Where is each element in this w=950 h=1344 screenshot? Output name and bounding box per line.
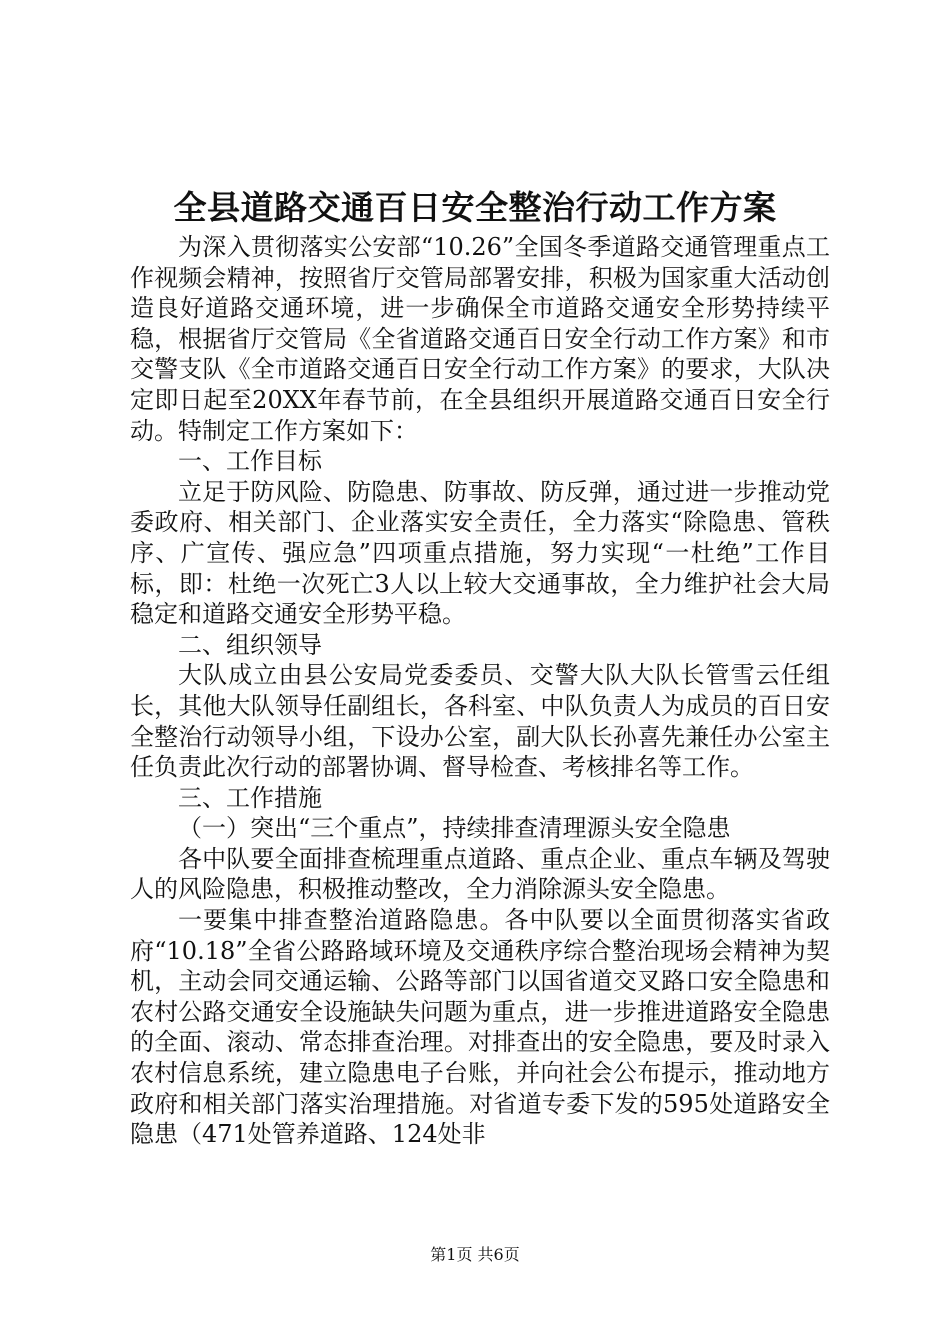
intro-paragraph: 为深入贯彻落实公安部“10.26”全国冬季道路交通管理重点工作视频会精神，按照省厅交管局部署安排，积极为国家重大活动创造良好道路交通环境，进一步确保全市道路交通安全形势持续平稳，根据省厅交管局《全省道路交通百日安全行动工作方案》和市交警支队《全市道路交通百日安全行动工作方案》的要求，大队决定即日起至20XX年春节前，在全县组织开展道路交通百日安全行动。特制定工作方案如下： (130, 233, 830, 445)
section-heading-goals: 一、工作目标 (178, 447, 322, 476)
subsection-heading-1: （一）突出“三个重点”，持续排查清理源头安全隐患 (178, 814, 731, 843)
road-hazard-paragraph: 一要集中排查整治道路隐患。各中队要以全面贯彻落实省政府“10.18”全省公路路域环境及交通秩序综合整治现场会精神为契机，主动会同交通运输、公路等部门以国省道交叉路口安全隐患和农村公路交通安全设施缺失问题为重点，进一步推进道路安全隐患的全面、滚动、常态排查治理。对排查出的安全隐患，要及时录入农村信息系统，建立隐患电子台账，并向社会公布提示，推动地方政府和相关部门落实治理措施。对省道专委下发的595处道路安全隐患（471处管养道路、124处非 (130, 906, 830, 1149)
section-heading-measures: 三、工作措施 (178, 783, 322, 812)
document-title: 全县道路交通百日安全整治行动工作方案 (173, 188, 777, 227)
organization-paragraph: 大队成立由县公安局党委委员、交警大队大队长管雪云任组长，其他大队领导任副组长，各科室、中队负责人为成员的百日安全整治行动领导小组，下设办公室，副大队长孙喜先兼任办公室主任负责此次行动的部署协调、督导检查、考核排名等工作。 (130, 661, 830, 782)
document-body (130, 232, 830, 1150)
page-footer: 第1页 共6页 (430, 1245, 520, 1264)
section-heading-organization: 二、组织领导 (178, 630, 322, 659)
goals-paragraph: 立足于防风险、防隐患、防事故、防反弹，通过进一步推动党委政府、相关部门、企业落实安全责任，全力落实“除隐患、管秩序、广宣传、强应急”四项重点措施，努力实现“一杜绝”工作目标，即：杜绝一次死亡3人以上较大交通事故，全力维护社会大局稳定和道路交通安全形势平稳。 (130, 477, 830, 629)
measures-paragraph: 各中队要全面排查梳理重点道路、重点企业、重点车辆及驾驶人的风险隐患，积极推动整改，全力消除源头安全隐患。 (130, 844, 830, 904)
